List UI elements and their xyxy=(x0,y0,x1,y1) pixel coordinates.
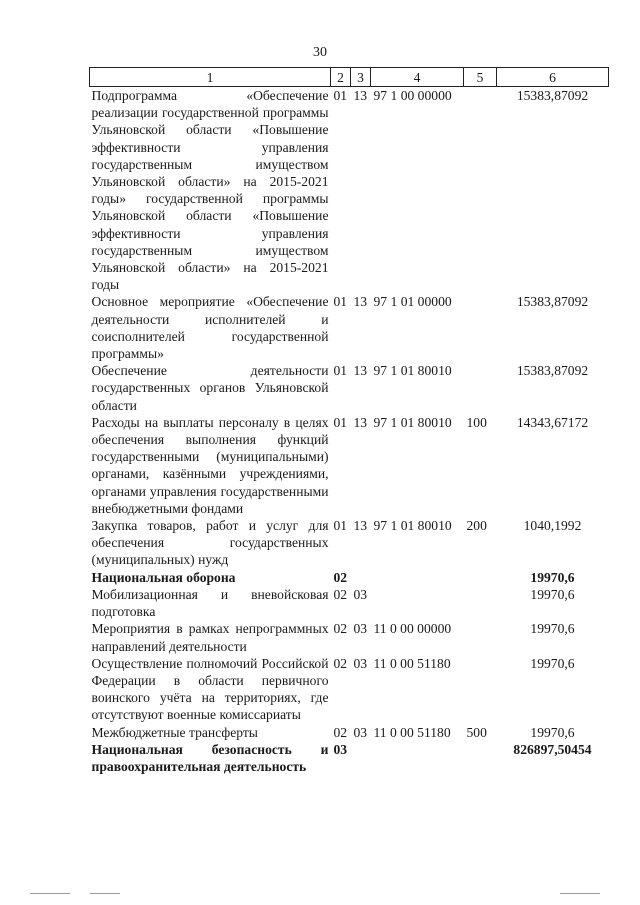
table-row xyxy=(90,620,609,654)
row-subsection: 13 xyxy=(353,294,368,310)
row-expense-type: 200 xyxy=(466,518,487,534)
table-row xyxy=(90,362,609,414)
scan-artifact-line xyxy=(30,893,70,894)
row-name: Мобилизационная и вневойсковая подготовка xyxy=(91,586,329,620)
row-amount: 15383,87092 xyxy=(516,294,589,310)
table-row xyxy=(90,293,609,362)
row-subsection xyxy=(351,569,371,586)
row-target-code: 97 1 00 00000 xyxy=(373,88,452,103)
row-section: 01 xyxy=(333,363,348,379)
header-row xyxy=(90,68,609,87)
header-col-6: 6 xyxy=(497,68,609,87)
row-target-code xyxy=(371,586,464,620)
table-row xyxy=(90,586,609,620)
row-name: Национальная безопасность и правоохранительная деятельность xyxy=(91,741,329,774)
table-row xyxy=(90,414,609,517)
row-subsection: 03 xyxy=(353,621,368,637)
row-subsection: 03 xyxy=(353,586,368,602)
table-row xyxy=(90,655,609,724)
row-target-code: 11 0 00 00000 xyxy=(373,621,452,637)
table-row xyxy=(90,741,609,775)
row-amount: 19970,6 xyxy=(530,724,575,740)
row-expense-type: 500 xyxy=(466,724,487,740)
header-col-5: 5 xyxy=(464,68,497,87)
row-expense-type xyxy=(464,741,497,775)
scan-artifact-line xyxy=(90,893,120,894)
row-amount: 1040,1992 xyxy=(523,518,582,534)
row-section: 02 xyxy=(333,569,348,585)
row-amount: 19970,6 xyxy=(530,569,575,585)
row-name: Обеспечение деятельности государственных органов Ульяновской области xyxy=(91,363,329,413)
row-target-code xyxy=(371,741,464,775)
row-section: 02 xyxy=(333,655,348,671)
row-name: Межбюджетные трансферты xyxy=(91,724,258,740)
row-expense-type: 100 xyxy=(466,414,487,430)
row-target-code: 97 1 01 00000 xyxy=(373,294,452,310)
row-amount: 15383,87092 xyxy=(516,88,589,103)
row-section: 01 xyxy=(333,518,348,534)
row-subsection: 03 xyxy=(353,724,368,740)
header-col-2: 2 xyxy=(331,68,351,87)
row-expense-type xyxy=(464,87,497,294)
row-name: Расходы на выплаты персоналу в целях обеспечения выполнения функций государственными (муниципальными) органами, казёнными учреждениями, органами управления государственными внебюджетными фондами xyxy=(91,414,329,516)
row-subsection: 03 xyxy=(353,655,368,671)
row-target-code: 97 1 01 80010 xyxy=(373,518,452,534)
row-subsection xyxy=(351,741,371,775)
row-subsection: 13 xyxy=(353,363,368,379)
row-expense-type xyxy=(464,293,497,362)
row-name: Мероприятия в рамках непрограммных направлений деятельности xyxy=(91,621,329,654)
table-row xyxy=(90,724,609,741)
row-section: 02 xyxy=(333,621,348,637)
page-number: 30 xyxy=(313,45,327,60)
header-col-1: 1 xyxy=(90,68,331,87)
row-name: Основное мероприятие «Обеспечение деятельности исполнителей и соисполнителей государственной программы» xyxy=(91,294,329,362)
row-name: Национальная оборона xyxy=(91,569,236,585)
scan-artifact-line xyxy=(560,893,600,894)
row-expense-type xyxy=(464,569,497,586)
row-target-code: 11 0 00 51180 xyxy=(373,655,451,671)
row-target-code: 97 1 01 80010 xyxy=(373,414,452,430)
budget-table xyxy=(89,67,609,775)
row-target-code: 97 1 01 80010 xyxy=(373,363,452,379)
row-target-code: 11 0 00 51180 xyxy=(373,724,451,740)
row-subsection: 13 xyxy=(353,414,368,430)
row-expense-type xyxy=(464,620,497,654)
row-expense-type xyxy=(464,586,497,620)
row-subsection: 13 xyxy=(353,88,368,103)
row-amount: 15383,87092 xyxy=(516,363,589,379)
row-name: Подпрограмма «Обеспечение реализации государственной программы Ульяновской области «Повышение эффективности управления государственным имуществом Ульяновской области» на 2015-2021 годы» государственной программы Ульяновской области «Повышение эффективности управления государственным имуществом Ульяновской области» на 2015-2021 годы xyxy=(91,88,329,293)
row-expense-type xyxy=(464,362,497,414)
row-section: 03 xyxy=(333,741,348,757)
row-name: Осуществление полномочий Российской Федерации в области первичного воинского учёта на территориях, где отсутствуют военные комиссариаты xyxy=(91,655,329,723)
row-section: 01 xyxy=(333,414,348,430)
row-section: 01 xyxy=(333,88,348,103)
row-amount: 14343,67172 xyxy=(516,414,589,430)
row-expense-type xyxy=(464,655,497,724)
row-section: 02 xyxy=(333,586,348,602)
row-amount: 19970,6 xyxy=(530,621,575,637)
header-col-4: 4 xyxy=(371,68,464,87)
row-amount: 826897,50454 xyxy=(513,741,592,757)
table-row xyxy=(90,87,609,294)
row-section: 01 xyxy=(333,294,348,310)
row-amount: 19970,6 xyxy=(530,586,575,602)
row-target-code xyxy=(371,569,464,586)
row-amount: 19970,6 xyxy=(530,655,575,671)
header-col-3: 3 xyxy=(351,68,371,87)
row-section: 02 xyxy=(333,724,348,740)
row-name: Закупка товаров, работ и услуг для обеспечения государственных (муниципальных) нужд xyxy=(91,518,329,568)
table-row xyxy=(90,569,609,586)
table-row xyxy=(90,517,609,569)
row-subsection: 13 xyxy=(353,518,368,534)
